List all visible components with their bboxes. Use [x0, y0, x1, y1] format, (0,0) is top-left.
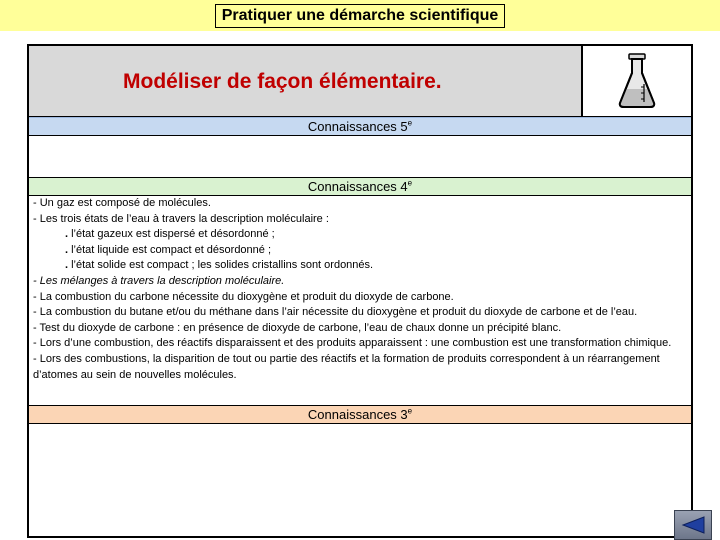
flask-icon [615, 51, 659, 111]
section-header-5e: Connaissances 5e [29, 117, 691, 136]
icon-cell [583, 46, 691, 116]
content-4e [33, 196, 691, 383]
list-item: - Les mélanges à travers la description moléculaire. [33, 274, 285, 287]
title-cell [29, 46, 583, 116]
list-item: - Test du dioxyde de carbone : en présence de dioxyde de carbone, l’eau de chaux donne un précipité blanc. [33, 321, 562, 334]
back-button[interactable] [674, 510, 712, 540]
competence-sheet [27, 44, 693, 538]
list-item: - Lors d’une combustion, des réactifs disparaissent et des produits apparaissent : une combustion est une transformation chimique. [33, 337, 672, 350]
back-arrow-icon [680, 515, 706, 535]
list-sub-item: . l’état gazeux est dispersé et désordonné ; [65, 228, 275, 241]
list-item: - La combustion du carbone nécessite du dioxygène et produit du dioxyde de carbone. [33, 290, 454, 303]
list-item: - La combustion du butane et/ou du méthane dans l’air nécessite du dioxygène et produit du dioxyde de carbone et de l’eau. [33, 306, 638, 319]
section-header-4e: Connaissances 4e [29, 177, 691, 196]
list-item: - Lors des combustions, la disparition de tout ou partie des réactifs et la formation de produits correspondent à un réarrangement d’atomes au sein de nouvelles molécules. [33, 352, 660, 381]
card-title: Modéliser de façon élémentaire. [123, 70, 442, 93]
list-item: - Un gaz est composé de molécules. [33, 197, 211, 209]
list-item: - Les trois états de l’eau à travers la description moléculaire : [33, 212, 329, 225]
list-sub-item: . l’état liquide est compact et désordonné ; [65, 243, 272, 256]
banner-title: Pratiquer une démarche scientifique [215, 4, 506, 28]
list-sub-item: . l’état solide est compact ; les solides cristallins sont ordonnés. [65, 259, 374, 272]
section-header-3e: Connaissances 3e [29, 405, 691, 424]
banner [0, 0, 720, 31]
title-row [29, 46, 691, 117]
